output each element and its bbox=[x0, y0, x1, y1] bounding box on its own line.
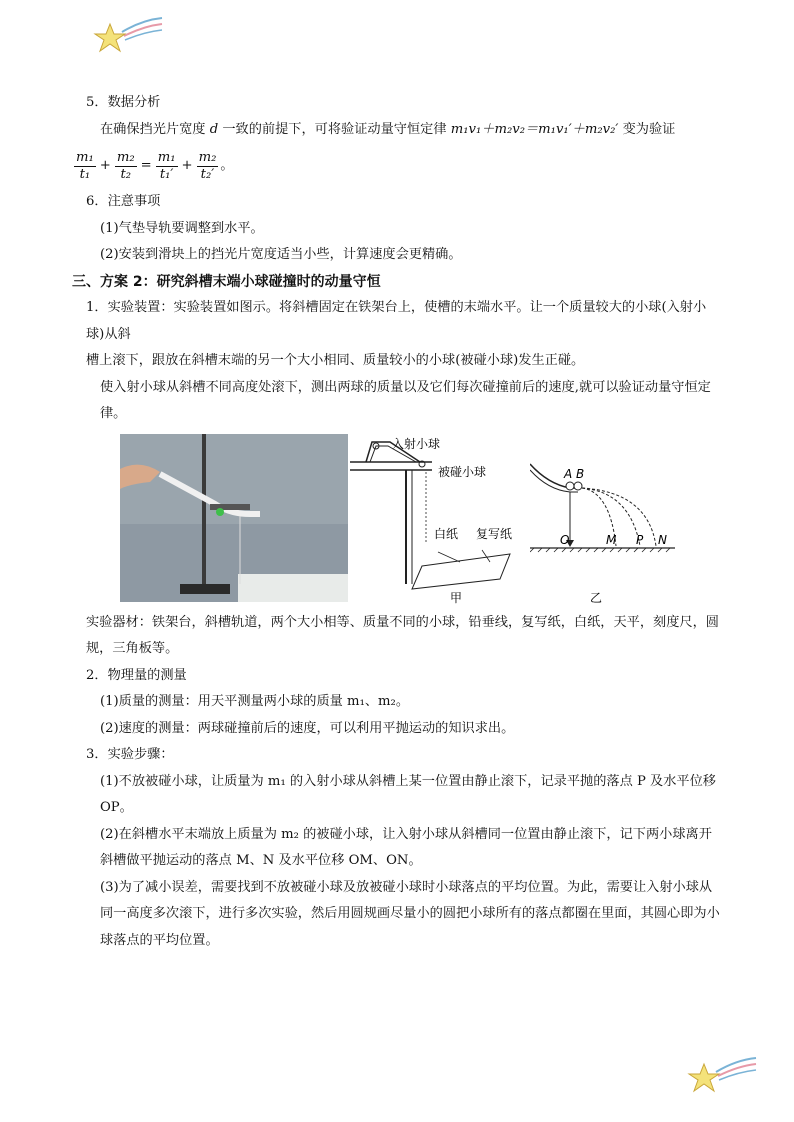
list-item: (2)速度的测量：两球碰撞前后的速度，可以利用平抛运动的知识求出。 bbox=[100, 720, 515, 736]
period: 。 bbox=[220, 157, 234, 173]
fraction-formula bbox=[72, 143, 724, 189]
star-decoration-icon bbox=[686, 1056, 758, 1098]
label-jia: 甲 bbox=[450, 590, 463, 604]
section-title: 3．实验步骤： bbox=[86, 747, 174, 762]
plus-sign: + bbox=[181, 157, 193, 173]
fraction: $\frac{\text{m₁}}{\text{t₁′}}$ bbox=[157, 149, 176, 182]
paragraph: 槽上滚下，跟放在斜槽末端的另一个大小相同、质量较小的小球(被碰小球)发生正碰。 bbox=[86, 353, 585, 368]
paragraph: 使入射小球从斜槽不同高度处滚下，测出两球的质量以及它们每次碰撞前后的速度,就可以验证动量守恒定律。 bbox=[100, 379, 711, 421]
label-A: A bbox=[564, 466, 573, 481]
list-item: (3)为了减小误差，需要找到不放被碰小球及放被碰小球时小球落点的平均位置。为此，需要让入射小球从同一高度多次滚下，进行多次实验，然后用圆规画尽量小的圆把小球所有的落点都圈在里面，其圆心即为小球落点的平均位置。 bbox=[100, 879, 720, 948]
figure-group bbox=[72, 434, 724, 604]
list-item: (1)气垫导轨要调整到水平。 bbox=[100, 220, 264, 236]
label-P: P bbox=[636, 532, 644, 547]
list-item: (2)在斜槽水平末端放上质量为 m₂ 的被碰小球，让入射小球从斜槽同一位置由静止滚下，记下两小球离开斜槽做平抛运动的落点 M、N 及水平位移 OM、ON。 bbox=[100, 826, 712, 868]
star-decoration-icon bbox=[92, 16, 164, 58]
formula: m₁v₁＋m₂v₂＝m₁v₁′＋m₂v₂′ bbox=[450, 121, 619, 137]
fraction: $\frac{\text{m₂}}{\text{t₂}}$ bbox=[116, 149, 135, 182]
label-N: N bbox=[658, 532, 667, 547]
label-yi: 乙 bbox=[590, 590, 603, 604]
paragraph: 1．实验装置：实验装置如图示。将斜槽固定在铁架台上，使槽的末端水平。让一个质量较大的小球(入射小球)从斜 bbox=[86, 300, 707, 342]
equals-sign: = bbox=[140, 157, 152, 173]
fraction: $\frac{\text{m₂}}{\text{t₂′}}$ bbox=[198, 149, 217, 182]
label-M: M bbox=[606, 532, 617, 547]
section-title: 2．物理量的测量 bbox=[86, 667, 187, 683]
document-body bbox=[72, 90, 724, 954]
list-item: (1)不放被碰小球，让质量为 m₁ 的入射小球从斜槽上某一位置由静止滚下，记录平抛的落点 P 及水平位移 OP。 bbox=[100, 773, 716, 815]
paragraph bbox=[72, 117, 724, 144]
label-O: O bbox=[560, 532, 570, 547]
text: 变为验证 bbox=[622, 121, 676, 137]
section-title: 6．注意事项 bbox=[86, 194, 161, 209]
list-item: (2)安装到滑块上的挡光片宽度适当小些，计算速度会更精确。 bbox=[100, 247, 462, 262]
label-incident: 入射小球 bbox=[392, 436, 441, 451]
section-title: 5．数据分析 bbox=[86, 95, 161, 110]
label-B: B bbox=[576, 466, 585, 481]
list-item: (1)质量的测量：用天平测量两小球的质量 m₁、m₂。 bbox=[100, 694, 410, 709]
variable: d bbox=[209, 121, 219, 137]
apparatus-photo bbox=[120, 434, 348, 602]
label-carbon-paper: 复写纸 bbox=[476, 526, 513, 541]
diagram-jia bbox=[350, 434, 520, 604]
plus-sign: + bbox=[99, 157, 111, 173]
paragraph: 实验器材：铁架台，斜槽轨道，两个大小相等、质量不同的小球，铅垂线，复写纸，白纸，天平，刻度尺，圆规，三角板等。 bbox=[86, 614, 719, 656]
text: 一致的前提下，可将验证动量守恒定律 bbox=[222, 121, 447, 137]
text: 在确保挡光片宽度 bbox=[100, 121, 206, 137]
section-heading: 三、方案 2：研究斜槽末端小球碰撞时的动量守恒 bbox=[72, 273, 381, 290]
label-target: 被碰小球 bbox=[438, 464, 487, 479]
label-white-paper: 白纸 bbox=[434, 526, 459, 541]
diagram-yi bbox=[530, 434, 680, 604]
fraction: $\frac{\text{m₁}}{\text{t₁}}$ bbox=[76, 149, 94, 182]
